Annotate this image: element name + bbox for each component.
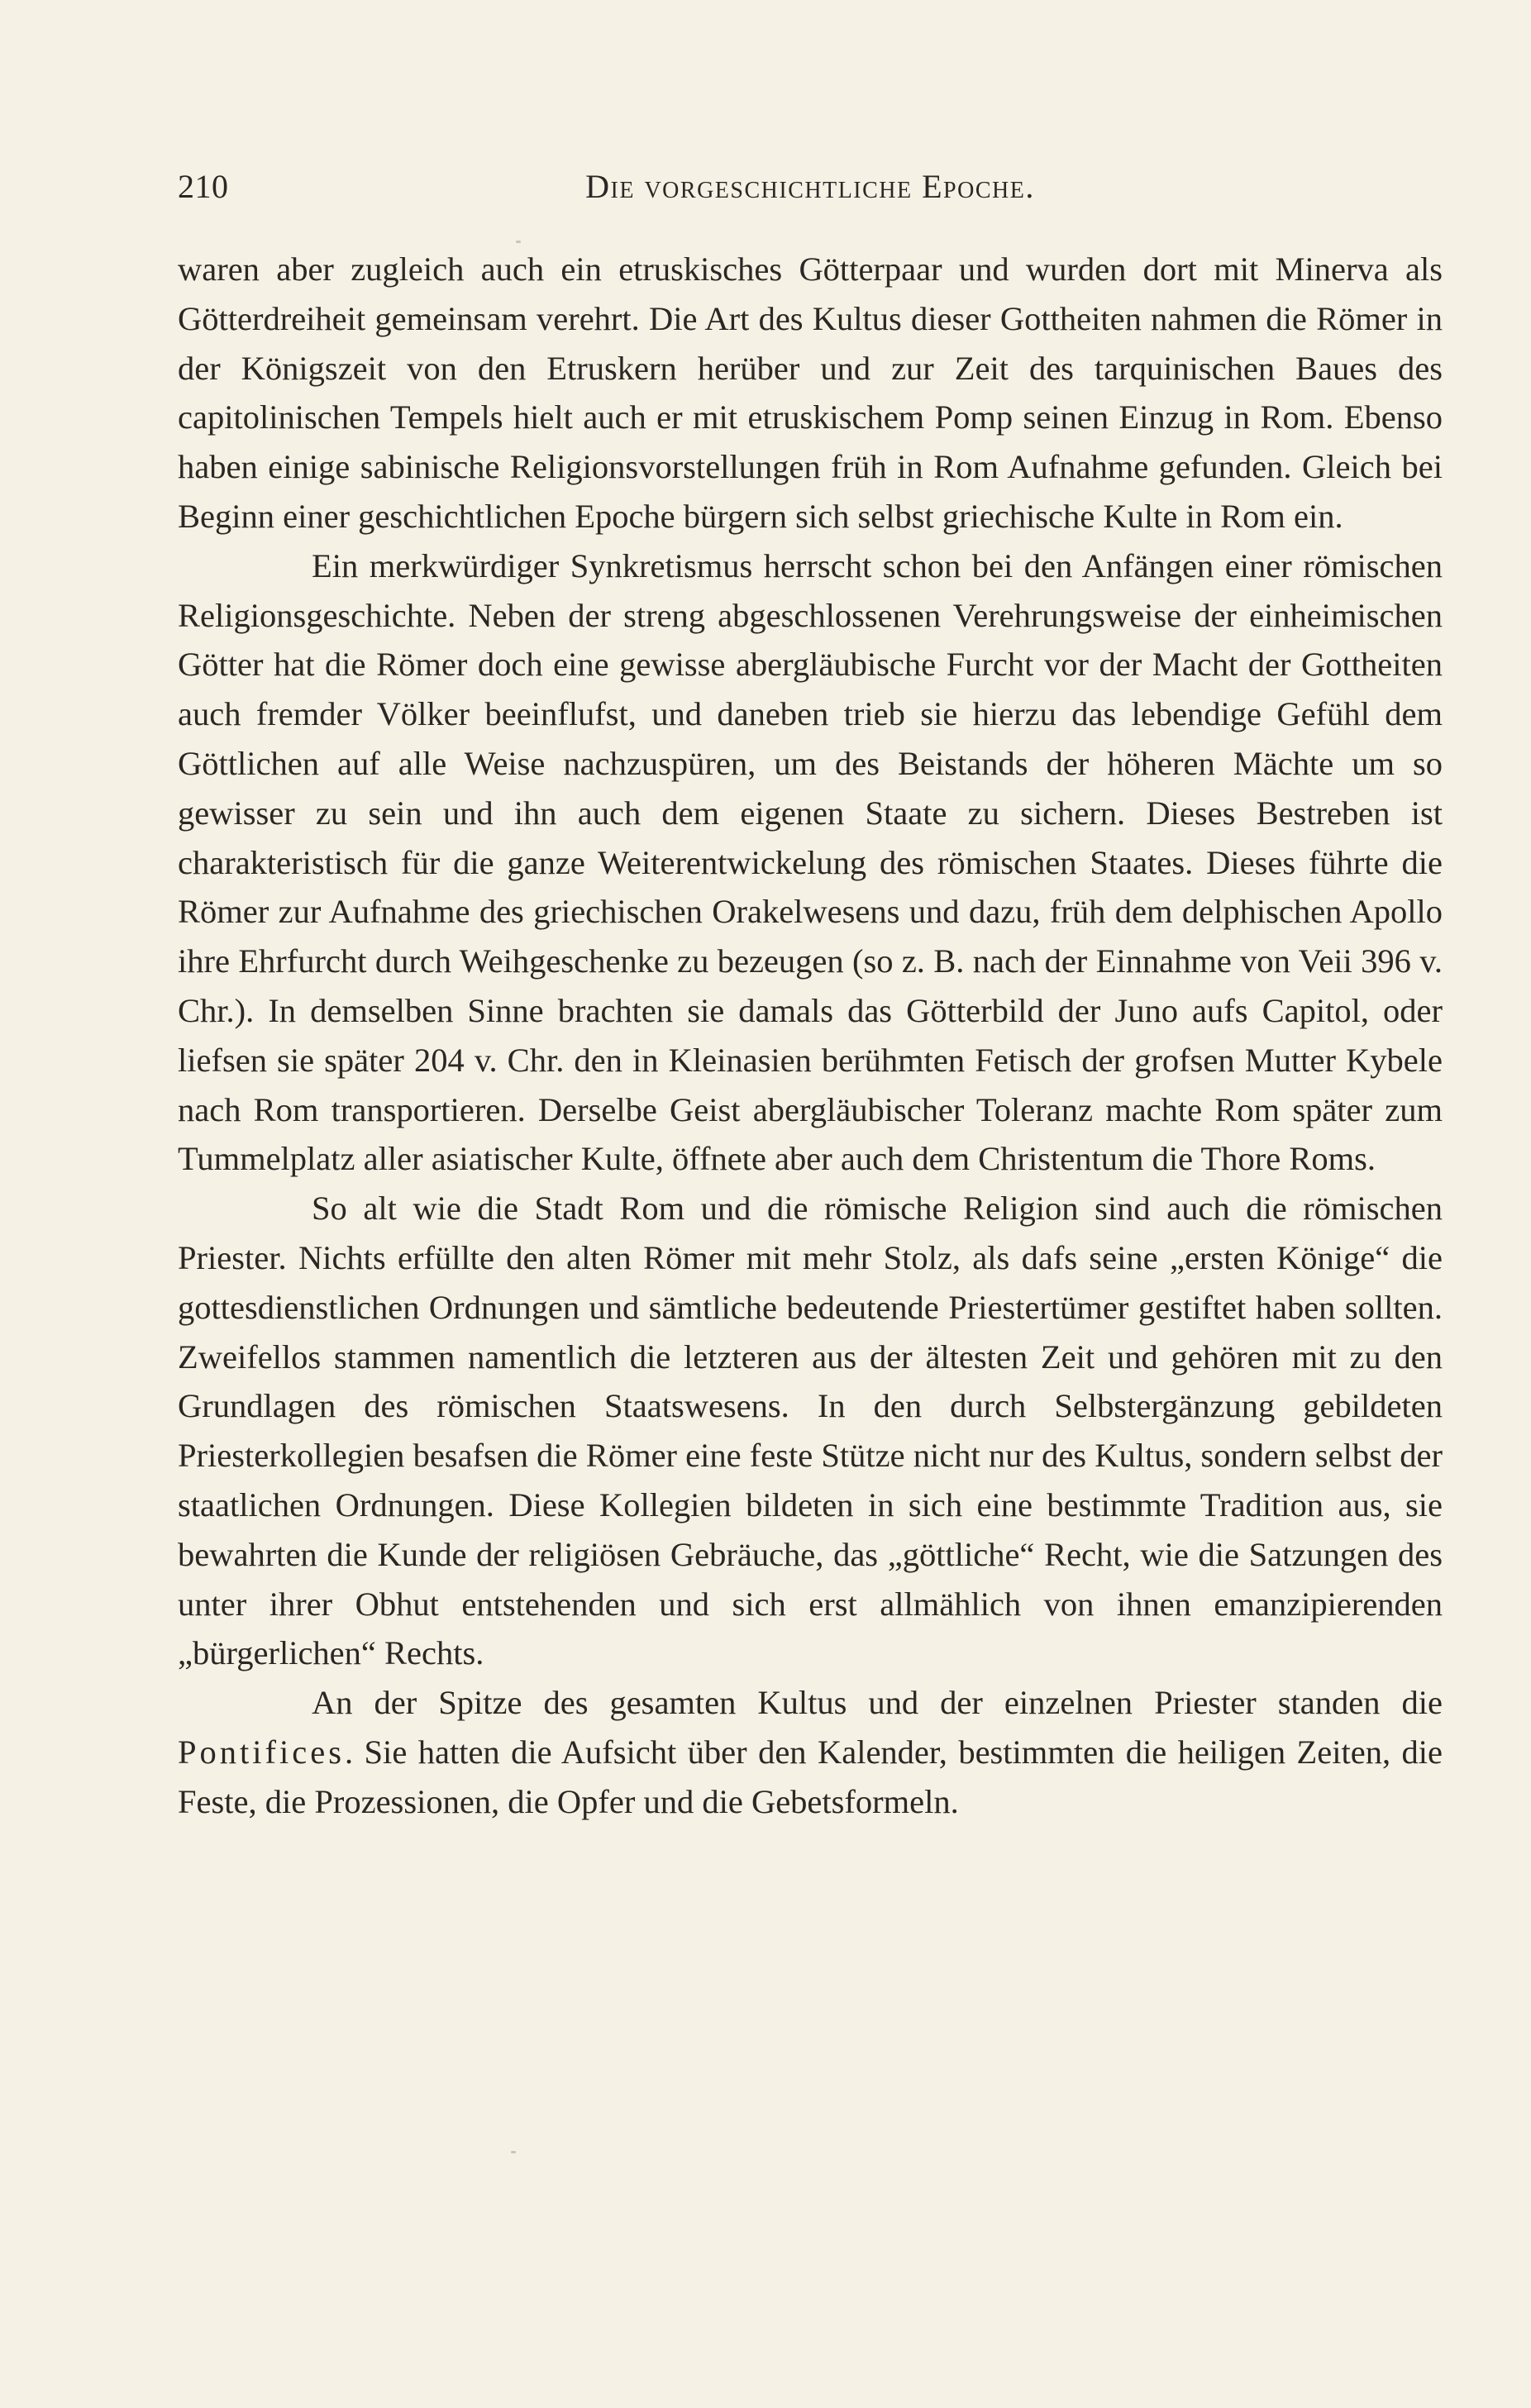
- body-text: [178, 245, 1443, 1827]
- paragraph-4: [178, 1678, 1443, 1826]
- page-header: [178, 162, 1443, 212]
- paragraph-4-lead: An der Spitze des gesamten Kultus und der einzelnen Priester standen die: [312, 1684, 1443, 1722]
- ink-speck: [516, 241, 521, 243]
- pontifices-emphasis: Pontifices: [178, 1733, 345, 1771]
- ink-speck: [511, 2151, 516, 2153]
- paragraph-3: So alt wie die Stadt Rom und die römische Religion sind auch die römischen Priester. Nichts erfüllte den alten Römer mit mehr Stolz, als dafs seine „ersten Könige“ die gottesdienstlichen Ordnungen und sämtliche bedeutende Priestertümer gestiftet haben sollten. Zweifellos stammen namentlich die letzteren aus der ältesten Zeit und gehören mit zu den Grundlagen des römischen Staatswesens. In den durch Selbstergänzung gebildeten Priesterkollegien besafsen die Römer eine feste Stütze nicht nur des Kultus, sondern selbst der staatlichen Ordnungen. Diese Kollegien bildeten in sich eine bestimmte Tradition aus, sie bewahrten die Kunde der religiösen Gebräuche, das „göttliche“ Recht, wie die Satzungen des unter ihrer Obhut entstehenden und sich erst allmählich von ihnen emanzipierenden „bürgerlichen“ Rechts.: [178, 1190, 1443, 1672]
- paragraph-2: Ein merkwürdiger Synkretismus herrscht schon bei den Anfängen einer römischen Religionsgeschichte. Neben der streng abgeschlossenen Verehrungsweise der einheimischen Götter hat die Römer doch eine gewisse abergläubische Furcht vor der Macht der Gottheiten auch fremder Völker beeinflufst, und daneben trieb sie hierzu das lebendige Gefühl dem Göttlichen auf alle Weise nachzuspüren, um des Beistands der höheren Mächte um so gewisser zu sein und ihn auch dem eigenen Staate zu sichern. Dieses Bestreben ist charakteristisch für die ganze Weiterentwickelung des römischen Staates. Dieses führte die Römer zur Aufnahme des griechischen Orakelwesens und dazu, früh dem delphischen Apollo ihre Ehrfurcht durch Weihgeschenke zu bezeugen (so z. B. nach der Einnahme von Veii 396 v. Chr.). In demselben Sinne brachten sie damals das Götterbild der Juno aufs Capitol, oder liefsen sie später 204 v. Chr. den in Kleinasien berühmten Fetisch der grofsen Mutter Kybele nach Rom transportieren. Derselbe Geist abergläubischer Toleranz machte Rom später zum Tummelplatz aller asiatischer Kulte, öffnete aber auch dem Christentum die Thore Roms.: [178, 546, 1443, 1178]
- running-head: Die vorgeschichtliche Epoche.: [585, 168, 1035, 205]
- page-number: 210: [178, 168, 229, 205]
- paragraph-1: waren aber zugleich auch ein etruskisches Götterpaar und wurden dort mit Minerva als Götterdreiheit gemeinsam verehrt. Die Art des Kultus dieser Gottheiten nahmen die Römer in der Königszeit von den Etruskern herüber und zur Zeit des tarquinischen Baues des capitolinischen Tempels hielt auch er mit etruskischem Pomp seinen Einzug in Rom. Ebenso haben einige sabinische Religionsvorstellungen früh in Rom Aufnahme gefunden. Gleich bei Beginn einer geschichtlichen Epoche bürgern sich selbst griechische Kulte in Rom ein.: [178, 250, 1443, 535]
- paragraph-4-tail: . Sie hatten die Aufsicht über den Kalender, bestimmten die heiligen Zeiten, die Feste, die Prozessionen, die Opfer und die Gebetsformeln.: [178, 1733, 1443, 1820]
